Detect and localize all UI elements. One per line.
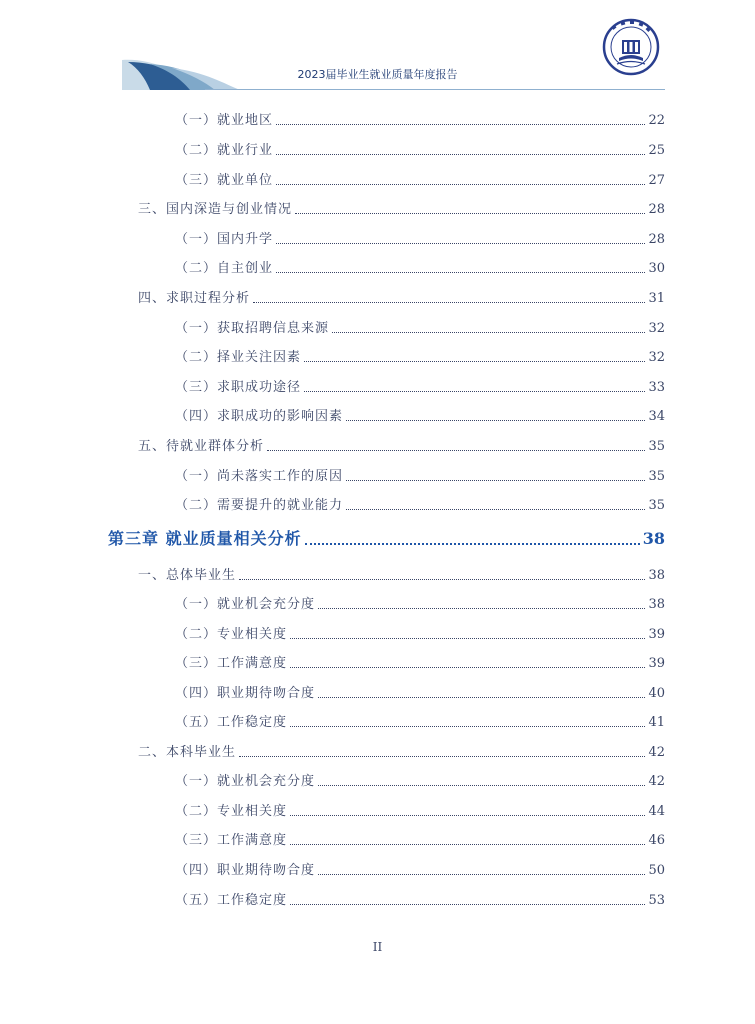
toc-entry-label: （五）工作稳定度 bbox=[175, 893, 288, 908]
toc-dot-leader bbox=[290, 629, 645, 639]
toc-entry-page-number: 35 bbox=[648, 498, 665, 513]
toc-entry-label: 第三章 就业质量相关分析 bbox=[108, 529, 302, 548]
toc-entry-label: 四、求职过程分析 bbox=[138, 291, 251, 306]
toc-dot-leader bbox=[290, 717, 645, 727]
toc-entry-page-number: 42 bbox=[648, 774, 665, 789]
toc-entry-page-number: 46 bbox=[648, 833, 665, 848]
toc-dot-leader bbox=[276, 115, 645, 125]
toc-dot-leader bbox=[318, 776, 645, 786]
toc-entry-page-number: 33 bbox=[648, 380, 665, 395]
toc-entry-label: （一）尚未落实工作的原因 bbox=[175, 469, 344, 484]
toc-subsection-entry[interactable] bbox=[175, 346, 665, 365]
toc-entry-label: 三、国内深造与创业情况 bbox=[138, 202, 293, 217]
toc-dot-leader bbox=[305, 533, 640, 545]
toc-section-entry[interactable] bbox=[138, 198, 665, 217]
toc-section-entry[interactable] bbox=[138, 287, 665, 306]
toc-dot-leader bbox=[332, 323, 645, 333]
toc-subsection-entry[interactable] bbox=[175, 770, 665, 789]
toc-entry-page-number: 30 bbox=[648, 261, 665, 276]
toc-section-entry[interactable] bbox=[138, 435, 665, 454]
toc-subsection-entry[interactable] bbox=[175, 317, 665, 336]
toc-subsection-entry[interactable] bbox=[175, 623, 665, 642]
toc-dot-leader bbox=[304, 352, 645, 362]
toc-subsection-entry[interactable] bbox=[175, 465, 665, 484]
toc-entry-page-number: 39 bbox=[648, 656, 665, 671]
toc-entry-page-number: 38 bbox=[642, 529, 665, 548]
toc-entry-label: （二）自主创业 bbox=[175, 261, 274, 276]
toc-entry-page-number: 53 bbox=[648, 893, 665, 908]
toc-entry-label: （一）获取招聘信息来源 bbox=[175, 321, 330, 336]
toc-entry-page-number: 35 bbox=[648, 439, 665, 454]
toc-subsection-entry[interactable] bbox=[175, 139, 665, 158]
toc-entry-page-number: 28 bbox=[648, 232, 665, 247]
toc-entry-page-number: 39 bbox=[648, 627, 665, 642]
toc-entry-page-number: 31 bbox=[648, 291, 665, 306]
toc-subsection-entry[interactable] bbox=[175, 228, 665, 247]
toc-entry-label: （四）职业期待吻合度 bbox=[175, 686, 316, 701]
toc-dot-leader bbox=[276, 175, 645, 185]
toc-entry-label: （二）专业相关度 bbox=[175, 804, 288, 819]
toc-subsection-entry[interactable] bbox=[175, 800, 665, 819]
toc-entry-page-number: 32 bbox=[648, 350, 665, 365]
toc-dot-leader bbox=[290, 835, 645, 845]
toc-entry-page-number: 38 bbox=[648, 568, 665, 583]
toc-entry-page-number: 50 bbox=[648, 863, 665, 878]
toc-subsection-entry[interactable] bbox=[175, 169, 665, 188]
toc-subsection-entry[interactable] bbox=[175, 859, 665, 878]
toc-entry-page-number: 35 bbox=[648, 469, 665, 484]
school-seal-icon bbox=[602, 18, 660, 76]
toc-dot-leader bbox=[267, 441, 645, 451]
toc-entry-page-number: 22 bbox=[648, 113, 665, 128]
toc-dot-leader bbox=[346, 500, 645, 510]
toc-entry-label: （二）需要提升的就业能力 bbox=[175, 498, 344, 513]
toc-subsection-entry[interactable] bbox=[175, 109, 665, 128]
toc-entry-label: 一、总体毕业生 bbox=[138, 568, 237, 583]
toc-dot-leader bbox=[290, 806, 645, 816]
toc-entry-label: （三）工作满意度 bbox=[175, 833, 288, 848]
toc-entry-label: （三）工作满意度 bbox=[175, 656, 288, 671]
toc-entry-label: （一）国内升学 bbox=[175, 232, 274, 247]
toc-dot-leader bbox=[276, 263, 645, 273]
toc-entry-page-number: 40 bbox=[648, 686, 665, 701]
toc-dot-leader bbox=[318, 865, 645, 875]
toc-entry-label: 五、待就业群体分析 bbox=[138, 439, 265, 454]
toc-subsection-entry[interactable] bbox=[175, 652, 665, 671]
toc-dot-leader bbox=[239, 747, 645, 757]
toc-dot-leader bbox=[304, 382, 645, 392]
toc-dot-leader bbox=[253, 293, 645, 303]
toc-entry-label: （三）就业单位 bbox=[175, 173, 274, 188]
toc-entry-page-number: 25 bbox=[648, 143, 665, 158]
toc-subsection-entry[interactable] bbox=[175, 405, 665, 424]
toc-entry-label: （五）工作稳定度 bbox=[175, 715, 288, 730]
toc-section-entry[interactable] bbox=[138, 564, 665, 583]
toc-entry-label: （一）就业机会充分度 bbox=[175, 774, 316, 789]
toc-entry-label: 二、本科毕业生 bbox=[138, 745, 237, 760]
toc-subsection-entry[interactable] bbox=[175, 889, 665, 908]
toc-entry-label: （二）择业关注因素 bbox=[175, 350, 302, 365]
toc-entry-label: （一）就业机会充分度 bbox=[175, 597, 316, 612]
toc-dot-leader bbox=[318, 688, 645, 698]
toc-entry-label: （一）就业地区 bbox=[175, 113, 274, 128]
page-number: II bbox=[372, 940, 383, 954]
toc-subsection-entry[interactable] bbox=[175, 711, 665, 730]
toc-entry-page-number: 38 bbox=[648, 597, 665, 612]
toc-entry-label: （四）求职成功的影响因素 bbox=[175, 409, 344, 424]
toc-entry-label: （二）就业行业 bbox=[175, 143, 274, 158]
toc-entry-label: （三）求职成功途径 bbox=[175, 380, 302, 395]
toc-entry-page-number: 42 bbox=[648, 745, 665, 760]
toc-entry-page-number: 34 bbox=[648, 409, 665, 424]
toc-dot-leader bbox=[318, 599, 645, 609]
toc-section-entry[interactable] bbox=[138, 741, 665, 760]
toc-entry-label: （四）职业期待吻合度 bbox=[175, 863, 316, 878]
toc-subsection-entry[interactable] bbox=[175, 829, 665, 848]
toc-entry-page-number: 28 bbox=[648, 202, 665, 217]
toc-subsection-entry[interactable] bbox=[175, 257, 665, 276]
toc-subsection-entry[interactable] bbox=[175, 376, 665, 395]
toc-chapter-entry[interactable] bbox=[108, 526, 665, 549]
toc-dot-leader bbox=[290, 658, 645, 668]
page-header bbox=[0, 0, 755, 100]
toc-dot-leader bbox=[239, 570, 645, 580]
toc-subsection-entry[interactable] bbox=[175, 682, 665, 701]
toc-entry-page-number: 32 bbox=[648, 321, 665, 336]
toc-subsection-entry[interactable] bbox=[175, 494, 665, 513]
toc-subsection-entry[interactable] bbox=[175, 593, 665, 612]
toc-dot-leader bbox=[276, 234, 645, 244]
toc-entry-page-number: 27 bbox=[648, 173, 665, 188]
toc-entry-label: （二）专业相关度 bbox=[175, 627, 288, 642]
toc-dot-leader bbox=[276, 145, 645, 155]
toc-dot-leader bbox=[295, 204, 645, 214]
toc-dot-leader bbox=[346, 411, 645, 421]
toc-entry-page-number: 44 bbox=[648, 804, 665, 819]
report-title: 2023届毕业生就业质量年度报告 bbox=[297, 68, 458, 81]
toc-dot-leader bbox=[290, 895, 645, 905]
toc-entry-page-number: 41 bbox=[648, 715, 665, 730]
toc-dot-leader bbox=[346, 471, 645, 481]
